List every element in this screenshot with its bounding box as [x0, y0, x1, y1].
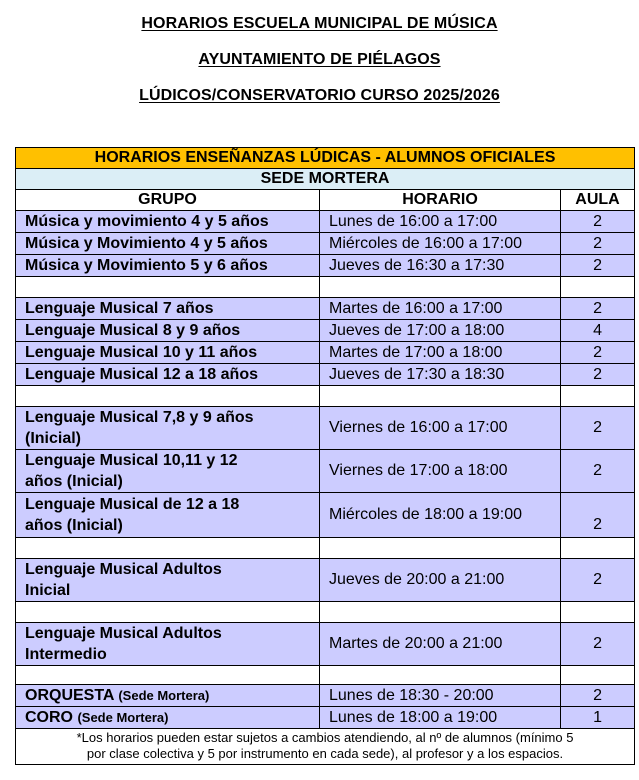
table-row [16, 707, 635, 729]
aula-cell: 2 [561, 364, 635, 386]
sede-row [16, 169, 635, 190]
sede-tag: (Sede Mortera) [77, 709, 169, 725]
table-row [16, 559, 635, 602]
table-row [16, 211, 635, 233]
footnote-line-1: *Los horarios pueden estar sujetos a cambios atendiendo, al nº de alumnos (mínimo 5 [76, 730, 574, 745]
grupo-cell: Música y Movimiento 4 y 5 años [16, 233, 320, 255]
table-title: HORARIOS ENSEÑANZAS LÚDICAS - ALUMNOS OFICIALES [16, 148, 635, 169]
footnote [16, 729, 635, 765]
horario-cell: Martes de 16:00 a 17:00 [320, 298, 561, 320]
aula-cell: 2 [561, 559, 635, 602]
aula-cell: 2 [561, 407, 635, 450]
aula-cell: 2 [561, 255, 635, 277]
grupo-name: ORQUESTA [25, 686, 114, 704]
grupo-cell: Lenguaje Musical 7 años [16, 298, 320, 320]
horario-cell: Jueves de 17:30 a 18:30 [320, 364, 561, 386]
horario-cell: Lunes de 16:00 a 17:00 [320, 211, 561, 233]
grupo-line-2: Intermedio [25, 646, 107, 663]
footnote-line-2: por clase colectiva y 5 por instrumento en cada sede), al profesor y a los espacios. [86, 746, 564, 761]
grupo-line-2: años (Inicial) [25, 517, 123, 534]
horario-cell: Jueves de 16:30 a 17:30 [320, 255, 561, 277]
aula-cell: 4 [561, 320, 635, 342]
column-header-grupo: GRUPO [16, 190, 320, 211]
aula-cell: 2 [561, 685, 635, 707]
grupo-cell: Lenguaje Musical 12 a 18 años [16, 364, 320, 386]
aula-cell: 1 [561, 707, 635, 729]
horario-cell: Miércoles de 18:00 a 19:00 [320, 493, 561, 538]
horario-cell: Lunes de 18:30 - 20:00 [320, 685, 561, 707]
grupo-cell [16, 407, 320, 450]
heading-school: HORARIOS ESCUELA MUNICIPAL DE MÚSICA [141, 15, 498, 32]
grupo-cell: Música y movimiento 4 y 5 años [16, 211, 320, 233]
aula-cell: 2 [561, 623, 635, 666]
grupo-line-1: Lenguaje Musical Adultos [25, 561, 222, 578]
table-row [16, 298, 635, 320]
horario-cell: Martes de 17:00 a 18:00 [320, 342, 561, 364]
table-row [16, 255, 635, 277]
grupo-cell [16, 559, 320, 602]
grupo-cell [16, 450, 320, 493]
horario-cell: Lunes de 18:00 a 19:00 [320, 707, 561, 729]
grupo-line-2: años (Inicial) [25, 473, 123, 490]
grupo-cell [16, 493, 320, 538]
horario-cell: Martes de 20:00 a 21:00 [320, 623, 561, 666]
grupo-cell [16, 707, 320, 729]
horario-cell: Miércoles de 16:00 a 17:00 [320, 233, 561, 255]
aula-cell: 2 [561, 211, 635, 233]
grupo-cell: Música y Movimiento 5 y 6 años [16, 255, 320, 277]
spacer-row [16, 602, 635, 623]
spacer-row [16, 386, 635, 407]
footnote-row [16, 729, 635, 765]
grupo-line-2: Inicial [25, 582, 71, 599]
aula-cell: 2 [561, 493, 635, 538]
horario-cell: Jueves de 17:00 a 18:00 [320, 320, 561, 342]
grupo-cell [16, 623, 320, 666]
table-row [16, 407, 635, 450]
table-row [16, 685, 635, 707]
heading-ayuntamiento: AYUNTAMIENTO DE PIÉLAGOS [198, 51, 441, 68]
table-title-row [16, 148, 635, 169]
spacer-row [16, 666, 635, 685]
table-row [16, 342, 635, 364]
spacer-row [16, 538, 635, 559]
spacer-row [16, 277, 635, 298]
grupo-line-1: Lenguaje Musical 7,8 y 9 años [25, 409, 254, 426]
schedule-table [15, 147, 635, 765]
column-header-aula: AULA [561, 190, 635, 211]
grupo-cell: Lenguaje Musical 10 y 11 años [16, 342, 320, 364]
table-row [16, 320, 635, 342]
grupo-line-1: Lenguaje Musical Adultos [25, 625, 222, 642]
table-row [16, 233, 635, 255]
horario-cell: Viernes de 17:00 a 18:00 [320, 450, 561, 493]
aula-cell: 2 [561, 298, 635, 320]
grupo-cell [16, 685, 320, 707]
aula-cell: 2 [561, 233, 635, 255]
column-header-row [16, 190, 635, 211]
grupo-line-1: Lenguaje Musical 10,11 y 12 [25, 452, 238, 469]
grupo-line-1: Lenguaje Musical de 12 a 18 [25, 496, 240, 513]
sede-tag: (Sede Mortera) [118, 687, 210, 703]
aula-cell: 2 [561, 450, 635, 493]
grupo-line-2: (Inicial) [25, 430, 82, 447]
grupo-name: CORO [25, 708, 73, 726]
sede-label: SEDE MORTERA [16, 169, 635, 190]
table-row [16, 450, 635, 493]
table-row [16, 623, 635, 666]
column-header-horario: HORARIO [320, 190, 561, 211]
table-row [16, 493, 635, 538]
table-row [16, 364, 635, 386]
horario-cell: Viernes de 16:00 a 17:00 [320, 407, 561, 450]
heading-course: LÚDICOS/CONSERVATORIO CURSO 2025/2026 [139, 87, 500, 104]
aula-cell: 2 [561, 342, 635, 364]
horario-cell: Jueves de 20:00 a 21:00 [320, 559, 561, 602]
grupo-cell: Lenguaje Musical 8 y 9 años [16, 320, 320, 342]
